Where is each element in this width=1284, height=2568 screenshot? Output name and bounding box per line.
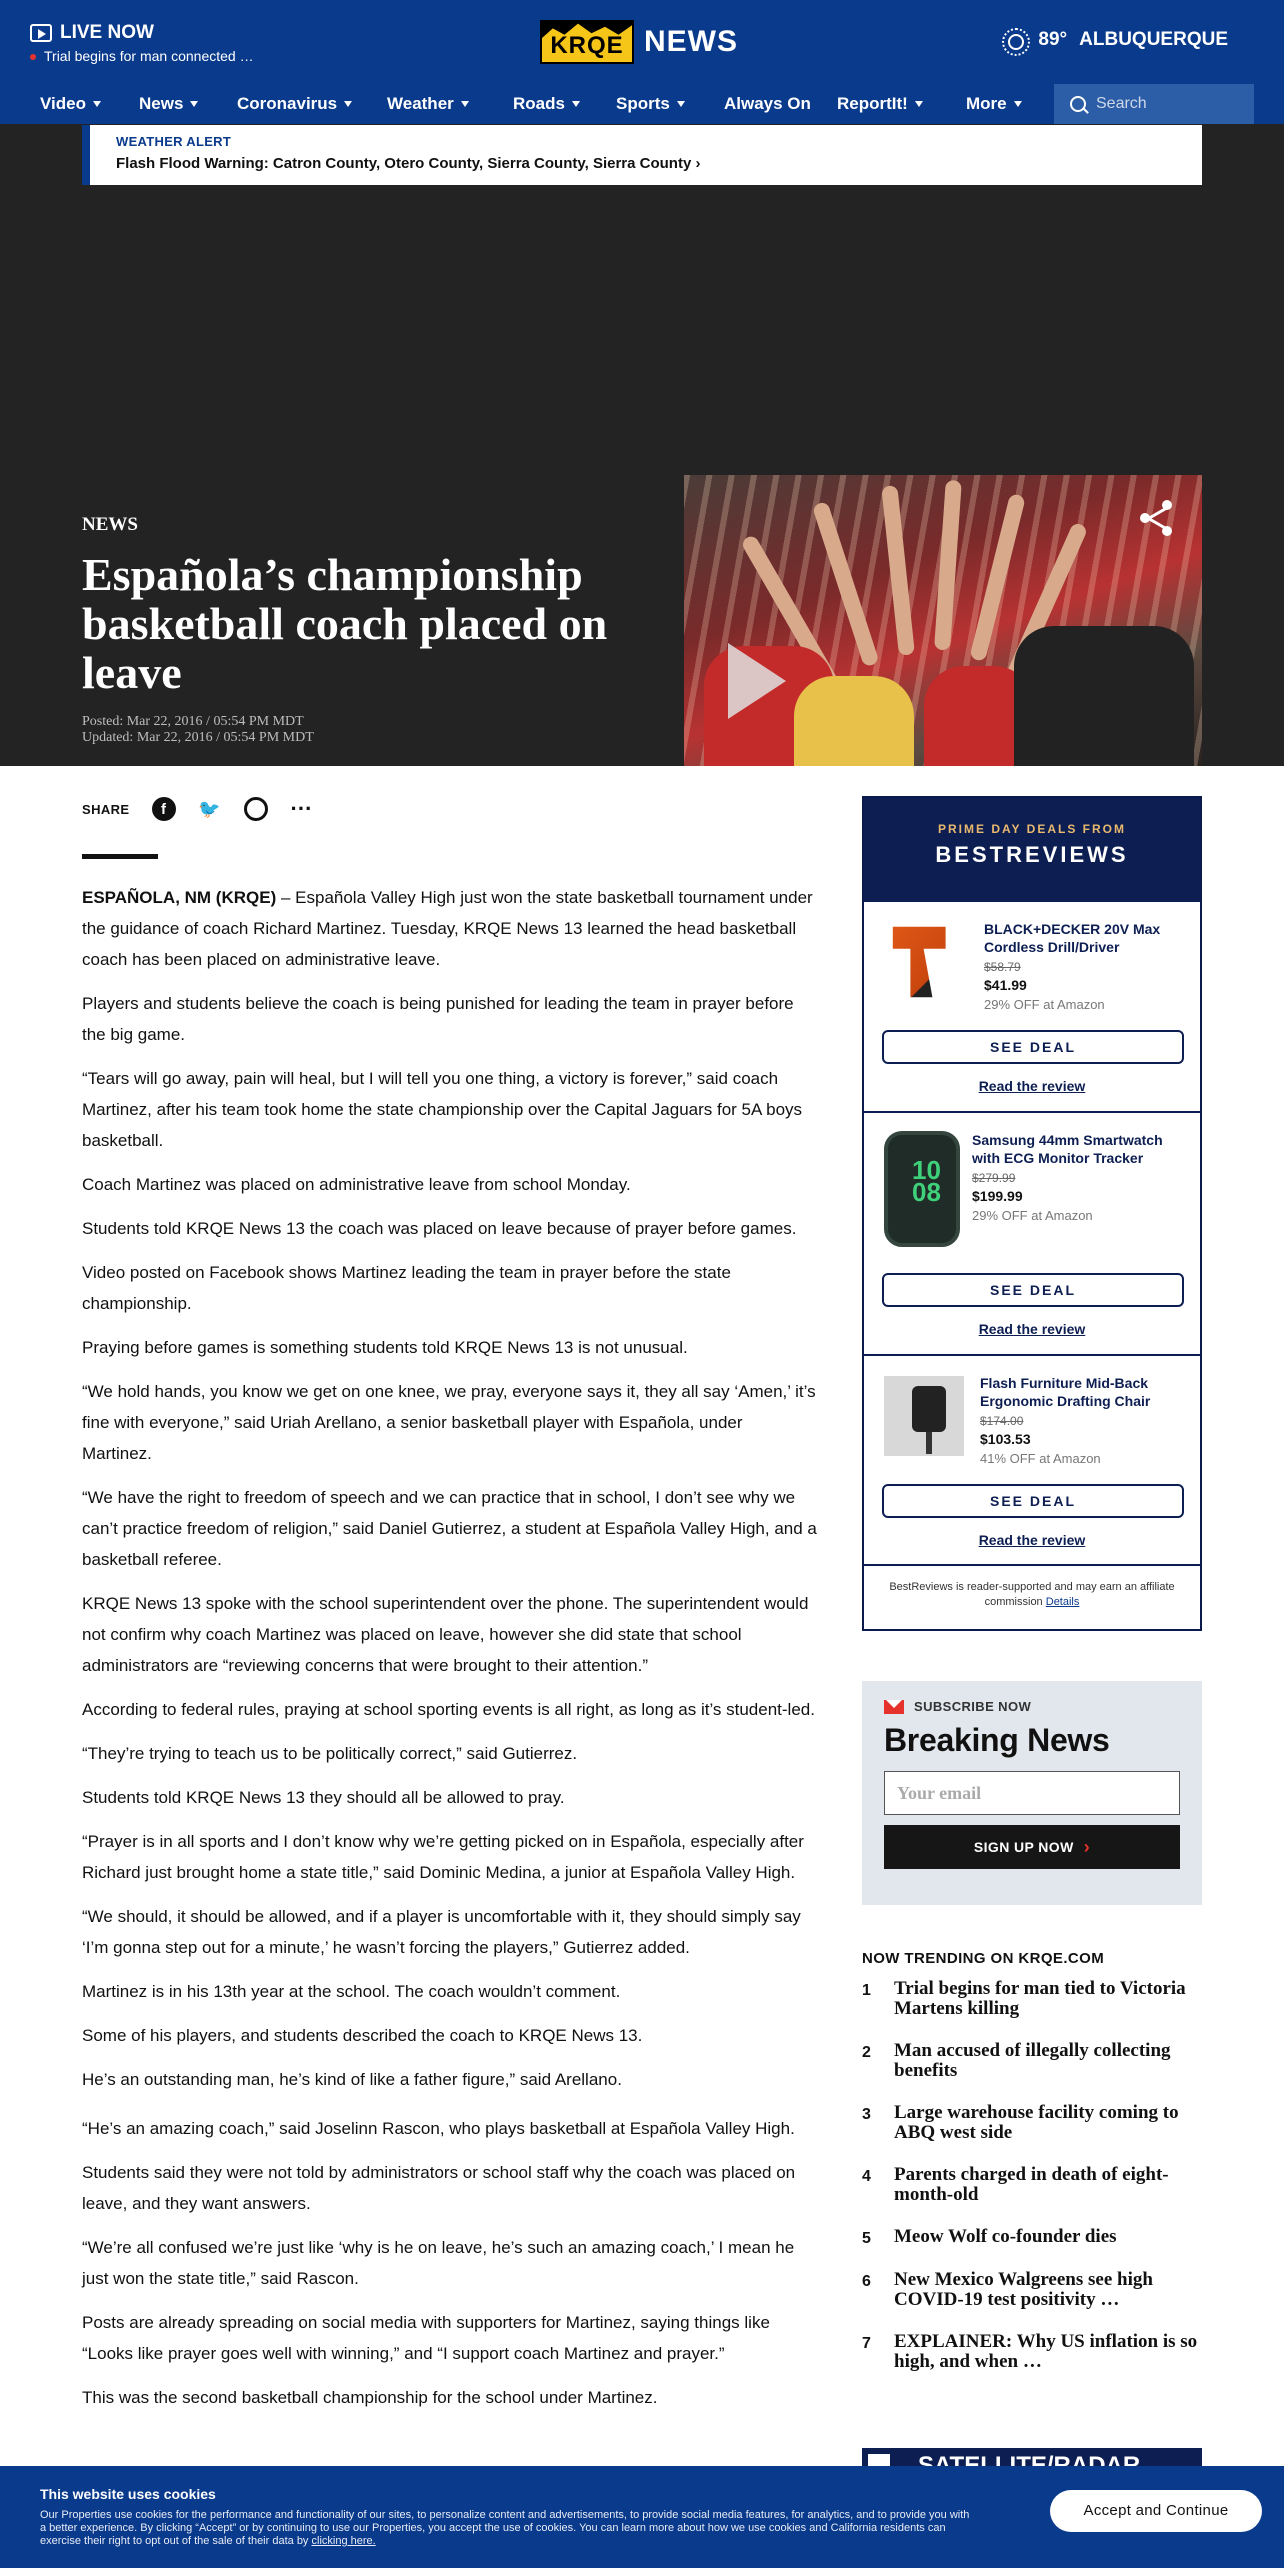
opt-out-link[interactable]: clicking here.: [311, 2535, 376, 2547]
bestreviews-header: [864, 798, 1200, 902]
email-field[interactable]: Your email: [884, 1771, 1180, 1815]
product-card: [864, 1356, 1200, 1566]
read-review-link[interactable]: Read the review: [978, 1078, 1086, 1094]
product-discount: 29% OFF at Amazon: [972, 1208, 1093, 1223]
nav-item-weather[interactable]: Weather: [387, 94, 469, 114]
article-paragraph: Video posted on Facebook shows Martinez leading the team in prayer before the state championship.: [82, 1263, 731, 1313]
article-paragraph: Martinez is in his 13th year at the school. The coach wouldn’t comment.: [82, 1982, 621, 2001]
article-paragraph: This was the second basketball championship for the school under Martinez.: [82, 2388, 658, 2407]
product-discount: 29% OFF at Amazon: [984, 997, 1105, 1012]
article-paragraph: “We hold hands, you know we get on one knee, we pray, everyone says it, they all say ‘Amen,’ it’s fine with everyone,” said Uriah Arellano, a senior basketball player with Española, under Martinez.: [82, 1382, 816, 1463]
article-paragraph: According to federal rules, praying at school sporting events is all right, as long as it’s student-led.: [82, 1700, 815, 1719]
drill-product-image[interactable]: [884, 918, 972, 1006]
sun-icon: [1002, 28, 1026, 52]
city-name: ALBUQUERQUE: [1079, 29, 1228, 50]
article-paragraph: He’s an outstanding man, he’s kind of like a father figure,” said Arellano.: [82, 2070, 622, 2089]
article-paragraph: Praying before games is something students told KRQE News 13 is not unusual.: [82, 1338, 688, 1357]
newsletter-title: Breaking News: [884, 1722, 1110, 1758]
product-discount: 41% OFF at Amazon: [980, 1451, 1101, 1466]
section-label[interactable]: NEWS: [82, 514, 138, 535]
article-body: [82, 882, 817, 2426]
share-label: SHARE: [82, 801, 130, 817]
chevron-down-icon: [190, 101, 198, 107]
alert-text[interactable]: Flash Flood Warning: Catron County, Otero County, Sierra County, Sierra County ›: [116, 155, 701, 172]
bestreviews-widget: [862, 796, 1202, 1631]
cookie-title: This website uses cookies: [40, 2486, 216, 2502]
twitter-icon[interactable]: 🐦: [198, 798, 221, 819]
article-paragraph: “He’s an amazing coach,” said Joselinn Rascon, who plays basketball at Española Valley High.: [82, 2119, 795, 2138]
product-sale-price: $199.99: [972, 1188, 1023, 1204]
nav-item-news[interactable]: News: [139, 94, 198, 114]
play-icon[interactable]: [728, 643, 786, 719]
product-original-price: $279.99: [972, 1171, 1016, 1185]
updated-date: Updated: Mar 22, 2016 / 05:54 PM MDT: [82, 730, 314, 745]
trending-item[interactable]: 1 Trial begins for man tied to Victoria Martens killing: [862, 1978, 1186, 2019]
chevron-down-icon: [915, 101, 923, 107]
accept-cookies-button[interactable]: Accept and Continue: [1050, 2490, 1262, 2532]
chevron-right-icon: ›: [1083, 1836, 1091, 1857]
top-bar: [0, 0, 1284, 84]
nav-item-reportit[interactable]: ReportIt!: [837, 94, 923, 114]
product-sale-price: $103.53: [980, 1431, 1031, 1447]
temperature: 89°: [1038, 29, 1068, 50]
trending-item[interactable]: 5 Meow Wolf co-founder dies: [862, 2226, 1117, 2247]
krqe-logo: KRQE: [540, 20, 634, 64]
article-paragraph: “We’re all confused we’re just like ‘why is he on leave, he’s such an amazing coach,’ I mean he just won the state title,” said Rascon.: [82, 2238, 795, 2288]
alert-tag: WEATHER ALERT: [116, 134, 232, 149]
article-paragraph: Students said they were not told by administrators or school staff why the coach was placed on leave, and they want answers.: [82, 2163, 796, 2213]
article-paragraph: Coach Martinez was placed on administrative leave from school Monday.: [82, 1175, 631, 1194]
article-paragraph: “We should, it should be allowed, and if a player is uncomfortable with it, they should simply say ‘I’m gonna step out for a minute,’ he wasn’t forcing the players,” Gutierrez added.: [82, 1907, 801, 1957]
article-paragraph: Students told KRQE News 13 they should all be allowed to pray.: [82, 1788, 565, 1807]
trending-item[interactable]: 3 Large warehouse facility coming to ABQ west side: [862, 2102, 1179, 2143]
cookie-banner: [0, 2466, 1284, 2568]
play-video-icon: [30, 24, 52, 42]
product-sale-price: $41.99: [984, 977, 1027, 993]
smartwatch-product-image[interactable]: 10 08: [884, 1131, 960, 1247]
chevron-down-icon: [1014, 101, 1022, 107]
product-name[interactable]: BLACK+DECKER 20V Max Cordless Drill/Driver: [984, 921, 1161, 955]
product-card: [864, 1113, 1200, 1356]
article-paragraph: KRQE News 13 spoke with the school superintendent over the phone. The superintendent would not confirm why coach Martinez was placed on leave, however she did state that school administrators are “reviewing concerns that were brought to their attention.”: [82, 1594, 809, 1675]
chevron-down-icon: [344, 101, 352, 107]
article-paragraph: “We have the right to freedom of speech and we can practice that in school, I don’t see why we can’t practice freedom of religion,” said Daniel Gutierrez, a student at Española Valley High, and a basketball referee.: [82, 1488, 817, 1569]
dateline: ESPAÑOLA, NM (KRQE): [82, 888, 277, 907]
search-input[interactable]: Search: [1096, 95, 1147, 112]
newsletter-signup: [862, 1681, 1202, 1905]
nav-item-video[interactable]: Video: [40, 94, 101, 114]
live-now-label: LIVE NOW: [60, 22, 154, 43]
chevron-down-icon: [93, 101, 101, 107]
page-title: Española’s championship basketball coach placed on leave: [82, 549, 608, 698]
chevron-down-icon: [677, 101, 685, 107]
read-review-link[interactable]: Read the review: [978, 1321, 1086, 1337]
article-paragraph: “Prayer is in all sports and I don’t know why we’re getting picked on in Española, especially after Richard just brought home a state title,” said Dominic Medina, a junior at Española Valley High.: [82, 1832, 804, 1882]
see-deal-button[interactable]: SEE DEAL: [882, 1273, 1184, 1307]
bestreviews-disclaimer: BestReviews is reader-supported and may earn an affiliate commission Details: [889, 1581, 1175, 1608]
bestreviews-logo: BESTREVIEWS: [935, 842, 1129, 867]
share-bar: [82, 797, 314, 821]
trending-item[interactable]: 4 Parents charged in death of eight-month-old: [862, 2164, 1169, 2205]
details-link[interactable]: Details: [1045, 1596, 1080, 1608]
read-review-link[interactable]: Read the review: [978, 1532, 1086, 1548]
nav-item-sports[interactable]: Sports: [616, 94, 685, 114]
trending-item[interactable]: 7 EXPLAINER: Why US inflation is so high, and when …: [862, 2331, 1198, 2372]
article-paragraph: “Tears will go away, pain will heal, but I will tell you one thing, a victory is forever,” said coach Martinez, after his team took home the state championship over the Capital Jaguars for 5A boys basketball.: [82, 1069, 803, 1150]
product-name[interactable]: Samsung 44mm Smartwatch with ECG Monitor Tracker: [972, 1132, 1163, 1166]
trending-list: [862, 1950, 1202, 2372]
article-paragraph: “They’re trying to teach us to be politically correct,” said Gutierrez.: [82, 1744, 578, 1763]
nav-item-always-on[interactable]: Always On: [724, 94, 811, 113]
subscribe-label: SUBSCRIBE NOW: [884, 1699, 1180, 1714]
search-icon: [1070, 96, 1086, 112]
logo-news-text: NEWS: [644, 25, 738, 58]
whatsapp-icon[interactable]: [244, 797, 268, 821]
search-box[interactable]: [1054, 84, 1254, 124]
article-dates: [82, 714, 314, 746]
share-icon[interactable]: [1140, 500, 1174, 536]
sign-up-button[interactable]: SIGN UP NOW ›: [884, 1825, 1180, 1869]
product-original-price: $58.79: [984, 960, 1021, 974]
article-paragraph: Posts are already spreading on social media with supporters for Martinez, saying things like “Looks like prayer goes well with winning,” and “I support coach Martinez and prayer.”: [82, 2313, 770, 2363]
article-paragraph: ESPAÑOLA, NM (KRQE) – Española Valley High just won the state basketball tournament under the guidance of coach Richard Martinez. Tuesday, KRQE News 13 learned the head basketball coach has been placed on administrative leave.: [82, 888, 813, 969]
envelope-icon: [884, 1700, 904, 1714]
nav-item-roads[interactable]: Roads: [513, 94, 580, 114]
live-now-link[interactable]: [30, 22, 154, 44]
chevron-down-icon: [461, 101, 469, 107]
trending-title: NOW TRENDING ON KRQE.COM: [862, 1950, 1105, 1967]
article-paragraph: Students told KRQE News 13 the coach was placed on leave because of prayer before games.: [82, 1219, 797, 1238]
divider: [82, 854, 158, 859]
site-logo[interactable]: [540, 20, 738, 64]
live-subtitle-link[interactable]: [30, 48, 254, 64]
see-deal-button[interactable]: SEE DEAL: [882, 1484, 1184, 1518]
posted-date: Posted: Mar 22, 2016 / 05:54 PM MDT: [82, 714, 304, 729]
product-name[interactable]: Flash Furniture Mid-Back Ergonomic Drafting Chair: [980, 1375, 1151, 1409]
trending-item[interactable]: 6 New Mexico Walgreens see high COVID-19 test positivity …: [862, 2269, 1153, 2310]
see-deal-button[interactable]: SEE DEAL: [882, 1030, 1184, 1064]
product-card: [864, 902, 1200, 1113]
article-paragraph: Players and students believe the coach is being punished for leading the team in prayer before the big game.: [82, 994, 794, 1044]
facebook-icon[interactable]: f: [152, 797, 176, 821]
more-options-icon[interactable]: ···: [290, 796, 313, 821]
article-paragraph: Some of his players, and students described the coach to KRQE News 13.: [82, 2026, 643, 2045]
chevron-down-icon: [572, 101, 580, 107]
nav-item-more[interactable]: More: [966, 94, 1022, 114]
cookie-text: Our Properties use cookies for the performance and functionality of our sites, to personalize content and advertisements, to provide social media features, for analytics, and to provide you with a better experience. By clicking “Accept” or by continuing to use our Properties, you accept the use of cookies. You can learn more about how we use cookies and California residents can exercise their right to opt out of the sale of their data by clicking here.: [40, 2509, 970, 2547]
nav-item-coronavirus[interactable]: Coronavirus: [237, 94, 352, 114]
trending-item[interactable]: 2 Man accused of illegally collecting benefits: [862, 2040, 1171, 2081]
weather-alert-banner[interactable]: [82, 125, 1202, 185]
live-dot-icon: [30, 54, 36, 60]
live-subtitle: Trial begins for man connected …: [44, 48, 254, 64]
hero-video-thumbnail[interactable]: [684, 475, 1202, 766]
chair-product-image[interactable]: [884, 1376, 964, 1456]
weather-widget[interactable]: [1002, 28, 1228, 52]
bestreviews-kicker: PRIME DAY DEALS FROM: [937, 822, 1127, 836]
product-original-price: $174.00: [980, 1414, 1024, 1428]
